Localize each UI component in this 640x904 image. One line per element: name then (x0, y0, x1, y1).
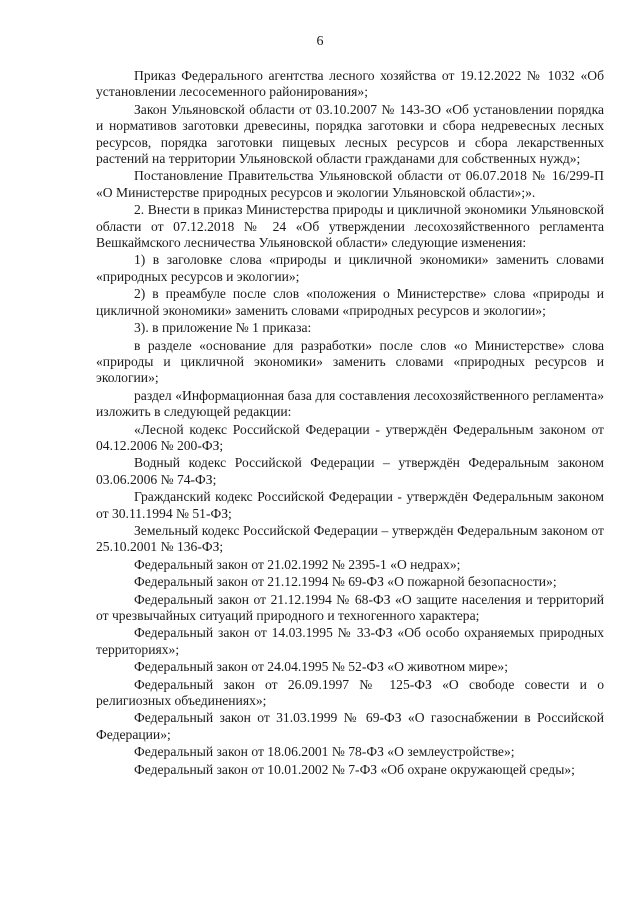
paragraph: в разделе «основание для разработки» после слов «о Министерстве» слова «природы и цикличной экономики» заменить словами «природных ресурсов и экологии»; (96, 337, 604, 386)
paragraph: Федеральный закон от 18.06.2001 № 78-ФЗ «О землеустройстве»; (134, 744, 515, 760)
paragraph: Федеральный закон от 21.02.1992 № 2395-1 «О недрах»; (134, 556, 461, 572)
paragraph: Федеральный закон от 21.12.1994 № 68-ФЗ «О защите населения и территорий от чрезвычайных ситуаций природного и техногенного характера; (96, 591, 604, 623)
paragraph: Гражданский кодекс Российской Федерации - утверждён Федеральным законом от 30.11.1994 № 51-ФЗ; (96, 489, 604, 521)
paragraph: 3). в приложение № 1 приказа: (134, 320, 312, 336)
paragraph: Закон Ульяновской области от 03.10.2007 № 143-ЗО «Об установлении порядка и нормативов заготовки древесины, порядка заготовки и сбора недревесных лесных ресурсов, порядка заготовки пищевых лесных ресурсов и сбора лекарственных растений на территории Ульяновской области гражданами для собственных нужд»; (96, 101, 604, 167)
paragraph: раздел «Информационная база для составления лесохозяйственного регламента» изложить в следующей редакции: (96, 387, 604, 420)
paragraph: Федеральный закон от 14.03.1995 № 33-ФЗ «Об особо охраняемых природных территориях»; (96, 625, 604, 657)
paragraph: Федеральный закон от 31.03.1999 № 69-ФЗ «О газоснабжении в Российской Федерации»; (96, 710, 604, 742)
paragraph: 2. Внести в приказ Министерства природы и цикличной экономики Ульяновской области от 07.12.2018 № 24 «Об утверждении лесохозяйственного регламента Вешкаймского лесничества Ульяновской области» следующие изменения: (96, 202, 604, 251)
paragraph: Постановление Правительства Ульяновской области от 06.07.2018 № 16/299-П «О Министерстве природных ресурсов и экологии Ульяновской области»;». (96, 168, 604, 200)
paragraph: 2) в преамбуле после слов «положения о Министерстве» слова «природы и цикличной экономики» заменить словами «природных ресурсов и экологии»; (96, 286, 604, 318)
document-body (96, 68, 604, 779)
paragraph: Федеральный закон от 26.09.1997 № 125-ФЗ «О свободе совести и о религиозных объединениях»; (96, 676, 604, 709)
paragraph: Приказ Федерального агентства лесного хозяйства от 19.12.2022 № 1032 «Об установлении лесосеменного районирования»; (96, 68, 604, 100)
paragraph: Земельный кодекс Российской Федерации – утверждён Федеральным законом от 25.10.2001 № 136-ФЗ; (96, 522, 604, 555)
page-number: 6 (316, 34, 324, 49)
paragraph: Федеральный закон от 10.01.2002 № 7-ФЗ «Об охране окружающей среды»; (134, 761, 575, 777)
paragraph: Федеральный закон от 21.12.1994 № 69-ФЗ «О пожарной безопасности»; (134, 574, 557, 590)
paragraph: «Лесной кодекс Российской Федерации - утверждён Федеральным законом от 04.12.2006 № 200-ФЗ; (96, 421, 604, 453)
paragraph: 1) в заголовке слова «природы и цикличной экономики» заменить словами «природных ресурсов и экологии»; (96, 252, 604, 284)
paragraph: Водный кодекс Российской Федерации – утверждён Федеральным законом 03.06.2006 № 74-ФЗ; (96, 455, 604, 487)
paragraph: Федеральный закон от 24.04.1995 № 52-ФЗ «О животном мире»; (134, 659, 508, 675)
